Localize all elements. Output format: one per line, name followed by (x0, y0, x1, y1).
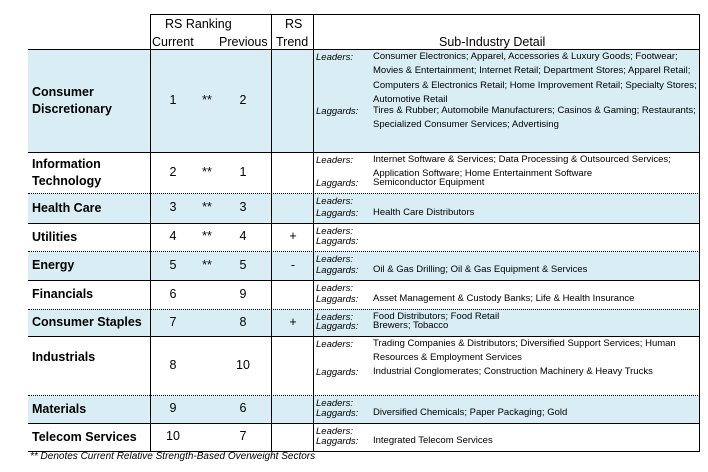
leaders-label: Leaders: (316, 52, 353, 63)
grid-line (28, 336, 700, 337)
sector-name: Consumer Staples (32, 315, 142, 329)
laggards-label: Laggards: (316, 367, 359, 378)
previous-rank: 6 (239, 401, 247, 415)
rs-trend: - (290, 257, 296, 272)
table-row (28, 251, 700, 280)
overweight-mark: ** (202, 92, 212, 107)
leaders-text: Food Distributors; Food Retail (373, 311, 500, 322)
table-row (28, 152, 700, 193)
sector-name: Health Care (32, 200, 102, 215)
header-current: Current (152, 35, 194, 49)
header-rs-ranking: RS Ranking (165, 17, 232, 31)
leaders-label: Leaders: (316, 398, 353, 409)
leaders-label: Leaders: (316, 226, 353, 237)
current-rank: 2 (169, 164, 177, 179)
leaders-label: Leaders: (316, 196, 353, 207)
table-row (28, 309, 700, 336)
sector-name: Telecom Services (32, 429, 137, 444)
grid-line (28, 193, 700, 194)
leaders-label: Leaders: (316, 426, 353, 437)
current-rank: 4 (169, 229, 177, 243)
grid-line (28, 395, 700, 396)
sector-name: Information Technology (32, 156, 102, 188)
grid-line (28, 280, 700, 281)
laggards-text: Integrated Telecom Services (373, 435, 493, 446)
previous-rank: 5 (239, 257, 247, 272)
laggards-label: Laggards: (316, 178, 359, 189)
previous-rank: 8 (239, 314, 247, 329)
grid-line (271, 14, 272, 451)
leaders-label: Leaders: (316, 312, 353, 323)
grid-line (28, 309, 700, 310)
laggards-text: Health Care Distributors (373, 207, 475, 218)
rs-trend: + (289, 314, 297, 329)
overweight-mark: ** (202, 200, 212, 214)
sector-name: Utilities (32, 229, 78, 244)
laggards-label: Laggards: (316, 408, 359, 419)
grid-line (28, 423, 700, 424)
overweight-mark: ** (202, 257, 212, 272)
previous-rank: 2 (239, 92, 247, 107)
current-rank: 7 (169, 314, 177, 329)
laggards-text: Oil & Gas Drilling; Oil & Gas Equipment & Services (373, 264, 588, 275)
table-row (28, 193, 700, 223)
table-row (28, 49, 700, 152)
previous-rank: 9 (239, 286, 247, 301)
grid-line (28, 152, 700, 153)
leaders-text: Consumer Electronics; Apparel, Accessories & Luxury Goods; Footwear; Movies & Entertainment; Internet Retail; Department Stores; Apparel Retail; Computers & Electronics Retail; Home Improvement Retail; Specialty Stores; Automotive Retail (373, 51, 697, 106)
header-rs: RS (285, 17, 303, 31)
grid-line (150, 14, 700, 15)
table-row (28, 223, 700, 251)
overweight-mark: ** (202, 164, 212, 179)
previous-rank: 4 (239, 229, 247, 243)
current-rank: 9 (169, 401, 177, 415)
table-row (28, 395, 700, 423)
current-rank: 5 (169, 257, 177, 272)
laggards-label: Laggards: (316, 294, 359, 305)
previous-rank: 1 (239, 164, 247, 179)
laggards-text: Diversified Chemicals; Paper Packaging; Gold (373, 407, 568, 418)
laggards-label: Laggards: (316, 436, 359, 447)
previous-rank: 7 (239, 429, 247, 443)
grid-line (28, 251, 700, 252)
grid-line (28, 223, 700, 224)
grid-line (150, 14, 151, 451)
laggards-text: Brewers; Tobacco (373, 320, 449, 331)
overweight-mark: ** (202, 229, 212, 243)
current-rank: 3 (169, 200, 177, 214)
sector-name: Materials (32, 401, 87, 416)
grid-line (28, 49, 700, 50)
sector-name: Energy (32, 258, 75, 272)
table-row (28, 336, 700, 395)
sector-name: Consumer Discretionary (32, 84, 112, 116)
laggards-label: Laggards: (316, 265, 359, 276)
leaders-label: Leaders: (316, 155, 353, 166)
rs-trend: + (289, 229, 297, 243)
leaders-label: Leaders: (316, 283, 353, 294)
grid-line (313, 14, 314, 451)
footnote: ** Denotes Current Relative Strength-Based Overweight Sectors (30, 451, 316, 462)
laggards-text: Tires & Rubber; Automobile Manufacturers; Casinos & Gaming; Restaurants; Specialized Consumer Services; Advertising (373, 105, 696, 131)
leaders-text: Internet Software & Services; Data Processing & Outsourced Services; Application Software; Home Entertainment Software (373, 154, 671, 180)
laggards-label: Laggards: (316, 321, 359, 332)
leaders-label: Leaders: (316, 339, 353, 350)
leaders-text: Trading Companies & Distributors; Diversified Support Services; Human Resources & Employment Services (373, 338, 676, 364)
table-row (28, 423, 700, 451)
previous-rank: 10 (236, 357, 250, 372)
header-trend: Trend (276, 35, 309, 49)
sector-name: Financials (32, 287, 94, 301)
laggards-label: Laggards: (316, 106, 359, 117)
current-rank: 10 (166, 429, 180, 443)
laggards-label: Laggards: (316, 208, 359, 219)
table-row (28, 280, 700, 309)
laggards-text: Asset Management & Custody Banks; Life & Health Insurance (373, 293, 635, 304)
laggards-text: Industrial Conglomerates; Construction Machinery & Heavy Trucks (373, 366, 653, 377)
current-rank: 6 (169, 286, 177, 301)
current-rank: 1 (169, 92, 177, 107)
laggards-label: Laggards: (316, 236, 359, 247)
laggards-text: Semiconductor Equipment (373, 177, 485, 188)
sector-name: Industrials (32, 349, 96, 364)
grid-line (699, 14, 700, 451)
leaders-label: Leaders: (316, 254, 353, 265)
previous-rank: 3 (239, 200, 247, 214)
header-sub-industry-detail: Sub-Industry Detail (439, 35, 546, 49)
header-previous: Previous (219, 35, 268, 49)
current-rank: 8 (169, 357, 177, 372)
